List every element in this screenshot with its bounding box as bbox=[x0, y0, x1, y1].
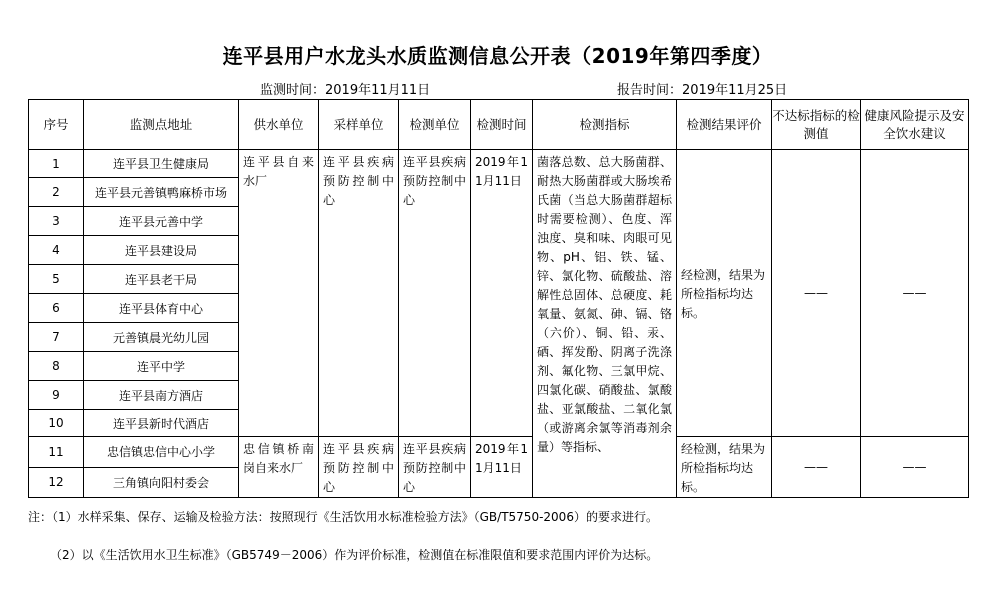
header-supplier: 供水单位 bbox=[239, 100, 319, 150]
row-number: 10 bbox=[29, 410, 84, 437]
advice-cell: —— bbox=[861, 437, 969, 498]
table-row bbox=[29, 437, 969, 468]
tester-cell: 连平县疾病预防控制中心 bbox=[399, 150, 471, 437]
header-time: 检测时间 bbox=[471, 100, 533, 150]
row-number: 2 bbox=[29, 178, 84, 207]
exceed-cell: —— bbox=[772, 437, 861, 498]
header-sampler: 采样单位 bbox=[319, 100, 399, 150]
note-2: （2）以《生活饮用水卫生标准》（GB5749－2006）作为评价标准，检测值在标准限值和要求范围内评价为达标。 bbox=[50, 548, 659, 562]
site-address: 忠信镇忠信中心小学 bbox=[84, 437, 239, 468]
row-number: 7 bbox=[29, 323, 84, 352]
exceed-cell: —— bbox=[772, 150, 861, 437]
supplier-cell: 忠信镇桥南岗自来水厂 bbox=[239, 437, 319, 498]
site-address: 三角镇向阳村委会 bbox=[84, 467, 239, 498]
water-quality-table bbox=[28, 99, 969, 498]
site-address: 元善镇晨光幼儿园 bbox=[84, 323, 239, 352]
site-address: 连平县元善镇鸭麻桥市场 bbox=[84, 178, 239, 207]
header-exceed: 不达标指标的检测值 bbox=[772, 100, 861, 150]
eval-cell: 经检测，结果为所检指标均达标。 bbox=[677, 437, 772, 498]
note-1: 注：（1）水样采集、保存、运输及检验方法：按照现行《生活饮用水标准检验方法》（GB/T5750-2006）的要求进行。 bbox=[28, 510, 658, 524]
sampler-cell: 连平县疾病预防控制中心 bbox=[319, 437, 399, 498]
page-title: 连平县用户水龙头水质监测信息公开表（2019年第四季度） bbox=[222, 44, 773, 68]
table-row bbox=[29, 150, 969, 178]
test-time-cell: 2019年11月11日 bbox=[471, 437, 533, 498]
row-number: 5 bbox=[29, 265, 84, 294]
test-time-cell: 2019年11月11日 bbox=[471, 150, 533, 437]
header-advice: 健康风险提示及安全饮水建议 bbox=[861, 100, 969, 150]
header-seq: 序号 bbox=[29, 100, 84, 150]
header-site: 监测点地址 bbox=[84, 100, 239, 150]
row-number: 4 bbox=[29, 236, 84, 265]
header-eval: 检测结果评价 bbox=[677, 100, 772, 150]
monitor-time: 监测时间：2019年11月11日 bbox=[260, 83, 431, 98]
row-number: 9 bbox=[29, 381, 84, 410]
site-address: 连平县南方酒店 bbox=[84, 381, 239, 410]
row-number: 8 bbox=[29, 352, 84, 381]
site-address: 连平县建设局 bbox=[84, 236, 239, 265]
row-number: 3 bbox=[29, 207, 84, 236]
eval-cell: 经检测，结果为所检指标均达标。 bbox=[677, 150, 772, 437]
site-address: 连平县新时代酒店 bbox=[84, 410, 239, 437]
header-tester: 检测单位 bbox=[399, 100, 471, 150]
table-header-row bbox=[29, 100, 969, 150]
report-time: 报告时间：2019年11月25日 bbox=[617, 83, 788, 98]
site-address: 连平中学 bbox=[84, 352, 239, 381]
site-address: 连平县卫生健康局 bbox=[84, 150, 239, 178]
indicators-cell: 菌落总数、总大肠菌群、耐热大肠菌群或大肠埃希氏菌（当总大肠菌群超标时需要检测）、色度、浑浊度、臭和味、肉眼可见物、pH、铝、铁、锰、锌、氯化物、硫酸盐、溶解性总固体、总硬度、耗氧量、氨氮、砷、镉、铬（六价）、铜、铅、汞、硒、挥发酚、阴离子洗涤剂、氟化物、三氯甲烷、四氯化碳、硝酸盐、氯酸盐、亚氯酸盐、二氧化氯（或游离余氯等消毒剂余量）等指标、 bbox=[533, 150, 677, 498]
site-address: 连平县老干局 bbox=[84, 265, 239, 294]
advice-cell: —— bbox=[861, 150, 969, 437]
sampler-cell: 连平县疾病预防控制中心 bbox=[319, 150, 399, 437]
site-address: 连平县体育中心 bbox=[84, 294, 239, 323]
row-number: 1 bbox=[29, 150, 84, 178]
site-address: 连平县元善中学 bbox=[84, 207, 239, 236]
row-number: 11 bbox=[29, 437, 84, 468]
supplier-cell: 连平县自来水厂 bbox=[239, 150, 319, 437]
row-number: 6 bbox=[29, 294, 84, 323]
header-indicators: 检测指标 bbox=[533, 100, 677, 150]
tester-cell: 连平县疾病预防控制中心 bbox=[399, 437, 471, 498]
row-number: 12 bbox=[29, 467, 84, 498]
